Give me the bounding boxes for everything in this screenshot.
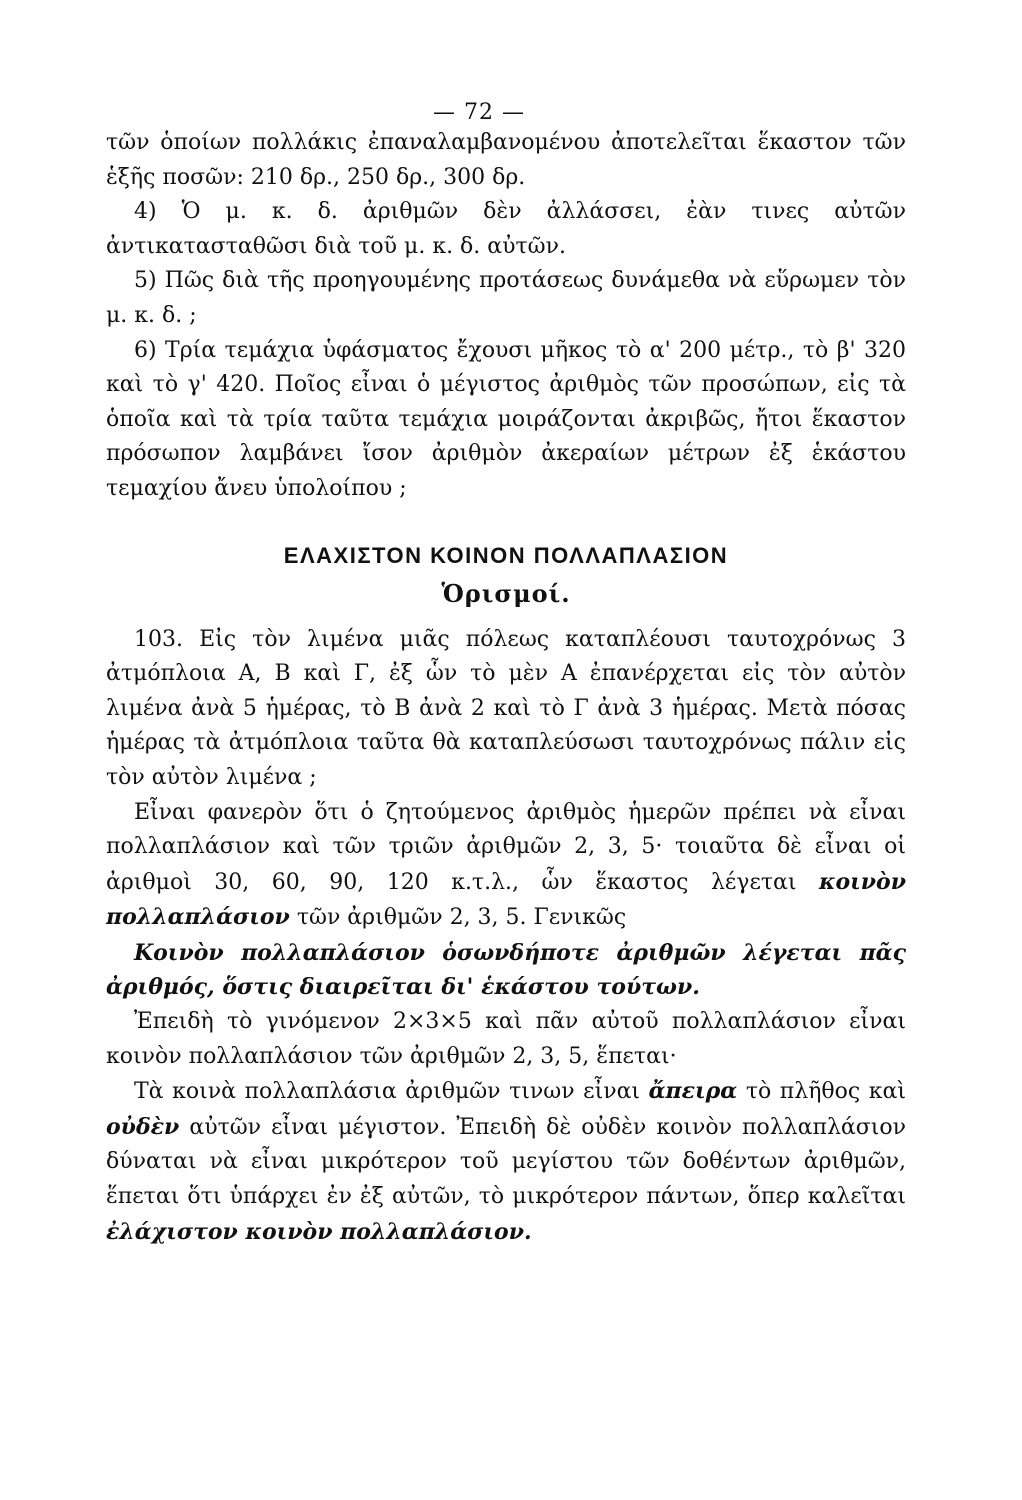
text-run: Τὰ κοινὰ πολλαπλάσια ἀριθμῶν τινων εἶναι [134, 1079, 641, 1105]
exercise-6: 6) Τρία τεμάχια ὑφάσματος ἔχουσι μῆκος τὸ α' 200 μέτρ., τὸ β' 320 καὶ τὸ γ' 420. Ποῖος εἶναι ὁ μέγιστος ἀριθμὸς τῶν προσώπων, εἰς τὰ ὁποῖα καὶ τὰ τρία ταῦτα τεμάχια μοιράζονται ἀκριβῶς, ἤτοι ἕκαστον πρόσωπον λαμβάνει ἴσον ἀριθμὸν ἀκεραίων μέτρων ἐξ ἑκάστου τεμαχίου ἄνευ ὑπολοίπου ; [106, 337, 906, 501]
paragraph-common-multiple [106, 796, 906, 936]
exercise-5: 5) Πῶς διὰ τῆς προηγουμένης προτάσεως δυνάμεθα νὰ εὕρωμεν τὸν μ. κ. δ. ; [106, 268, 906, 328]
emphasis-term: ἄπειρα [648, 1078, 738, 1105]
text-run: Εἶναι φανερὸν ὅτι ὁ ζητούμενος ἀριθμὸς ἡμερῶν πρέπει νὰ εἶναι πολλαπλάσιον καὶ τῶν τριῶν ἀριθμῶν 2, 3, 5· τοιαῦτα δὲ εἶναι οἱ ἀριθμοὶ 30, 60, 90, 120 κ.τ.λ., ὧν ἕκαστος λέγεται [106, 799, 906, 895]
page-body [106, 126, 906, 1250]
intro-paragraph: τῶν ὁποίων πολλάκις ἐπαναλαμβανομένου ἀποτελεῖται ἕκαστον τῶν ἑξῆς ποσῶν: 210 δρ., 250 δρ., 300 δρ. [106, 130, 906, 190]
text-run: τὸ πλῆθος καὶ [745, 1079, 906, 1105]
text-run: τῶν ἀριθμῶν 2, 3, 5. Γενικῶς [296, 905, 627, 931]
emphasis-term: οὐδὲν [106, 1113, 180, 1140]
definition-paragraph: Κοινὸν πολλαπλάσιον ὁσωνδήποτε ἀριθμῶν λέγεται πᾶς ἀριθμός, ὅστις διαιρεῖται δι' ἑκάστου τούτων. [106, 939, 906, 1001]
page-number: — 72 — [433, 100, 525, 125]
exercise-4: 4) Ὁ μ. κ. δ. ἀριθμῶν δὲν ἀλλάσσει, ἐὰν τινες αὐτῶν ἀντικατασταθῶσι διὰ τοῦ μ. κ. δ. αὐτῶν. [106, 199, 906, 259]
section-title: ΕΛΑΧΙΣΤΟΝ ΚΟΙΝΟΝ ΠΟΛΛΑΠΛΑΣΙΟΝ [283, 542, 729, 568]
emphasis-term: ἐλάχιστον κοινὸν πολλαπλάσιον. [106, 1218, 532, 1245]
text-run: αὐτῶν εἶναι μέγιστον. Ἐπειδὴ δὲ οὐδὲν κοινὸν πολλαπλάσιον δύναται νὰ εἶναι μικρότερον τοῦ μεγίστου τῶν δοθέντων ἀριθμῶν, ἕπεται ὅτι ὑπάρχει ἐν ἐξ αὐτῶν, τὸ μικρότερον πάντων, ὅπερ καλεῖται [106, 1114, 907, 1210]
emphasis-term: κοινὸν πολλαπλάσιον [106, 868, 906, 931]
paragraph-since: Ἐπειδὴ τὸ γινόμενον 2×3×5 καὶ πᾶν αὐτοῦ πολλαπλάσιον εἶναι κοινὸν πολλαπλάσιον τῶν ἀριθμῶν 2, 3, 5, ἕπεται· [106, 1009, 906, 1069]
section-subtitle: Ὁρισμοί. [441, 578, 571, 608]
paragraph-infinite [106, 1074, 906, 1250]
paragraph-103: 103. Εἰς τὸν λιμένα μιᾶς πόλεως καταπλέουσι ταυτοχρόνως 3 ἀτμόπλοια Α, Β καὶ Γ, ἐξ ὧν τὸ μὲν Α ἐπανέρχεται εἰς τὸν αὐτὸν λιμένα ἀνὰ 5 ἡμέρας, τὸ Β ἀνὰ 2 καὶ τὸ Γ ἀνὰ 3 ἡμέρας. Μετὰ πόσας ἡμέρας τὰ ἀτμόπλοια ταῦτα θὰ καταπλεύσωσι ταυτοχρόνως πάλιν εἰς τὸν αὐτὸν λιμένα ; [106, 626, 906, 790]
